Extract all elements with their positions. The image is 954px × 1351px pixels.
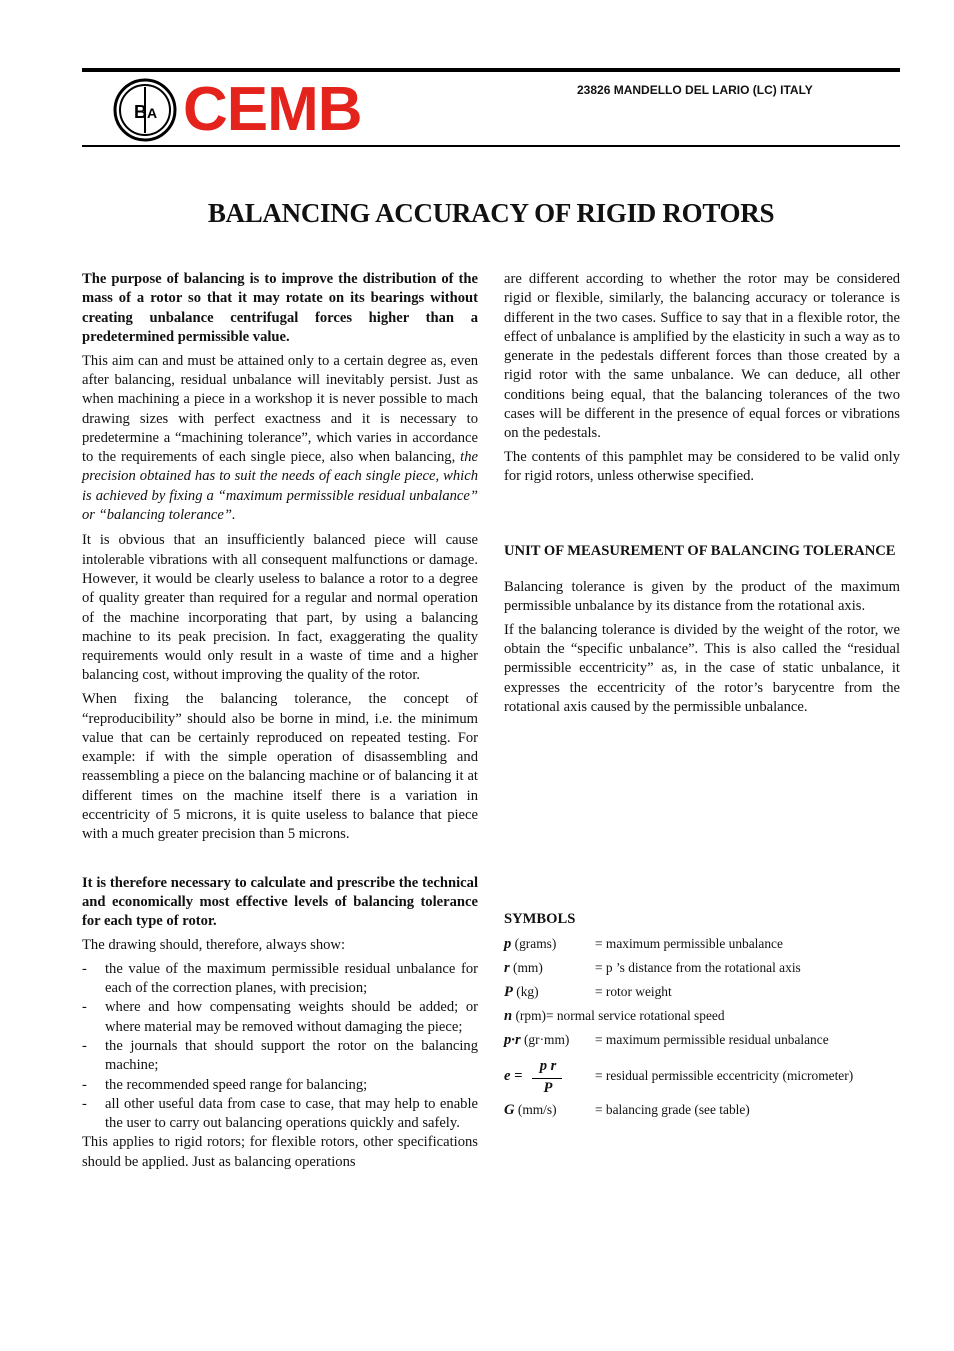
paragraph-necessity: It is therefore necessary to calculate and prescribe the technical and economically most effective levels of balancing tolerance for each type of rotor. — [82, 874, 478, 930]
symbol-row: G (mm/s) = balancing grade (see table) — [504, 1102, 750, 1118]
logo-emblem-icon — [113, 78, 177, 142]
paragraph-reproducibility: When fixing the balancing tolerance, the concept of “reproducibility” should also be borne in mind, i.e. the minimum value that can be certainly reproduced on repeated testing. For example: if with the simple operation of disassembling and reassembling a piece on the balancing machine or of balancing it at different times on the machine itself there is a variation in eccentricity of 5 microns, it is quite useless to balance that piece with a much greater precision than 5 microns. — [82, 691, 478, 843]
italic-emphasis: the precision obtained has to suit the needs of each single piece, which is achieved by fixing a “maximum permissible residual unbalance” or “balancing tolerance”. — [82, 449, 478, 524]
symbol-row: p·r (gr·mm) = maximum permissible residual unbalance — [504, 1032, 829, 1048]
paragraph-insufficient-balance: It is obvious that an insufficiently balanced piece will cause intolerable vibrations with all consequent malfunctions or damage. However, it would be clearly useless to balance a rotor to a degree of quality greater than required for a regular and normal operation of the machine incorporating that part, by using a balancing machine to its peak precision. In fact, exaggerating the quality requirements would only result in a waste of time and a higher balancing cost, without improving the quality of the rotor. — [82, 532, 478, 684]
paragraph-drawing-should-show: The drawing should, therefore, always show: — [82, 937, 346, 953]
left-column — [82, 270, 478, 1177]
symbols-section — [504, 911, 900, 1124]
paragraph-rigid-vs-flexible: are different according to whether the rotor may be considered rigid or flexible, similarly, the balancing accuracy or tolerance is different in the two cases. Suffice to say that in a flexible rotor, the effect of unbalance is amplified by the elasticity in such a way as to generate in the pedestals different forces than those created by a rigid rotor with the same unbalance. We can deduce, all other conditions being equal, that the balancing tolerances of the two cases will be different in the presence of equal forces or vibrations on the pedestals. — [504, 271, 900, 442]
logo-wordmark: CEMB — [183, 75, 362, 144]
list-item: - where and how compensating weights should be added; or where material may be removed without damaging the piece; — [82, 999, 478, 1035]
cemb-logo — [113, 75, 393, 144]
symbol-row: P (kg) = rotor weight — [504, 984, 672, 1000]
list-item: - the recommended speed range for balancing; — [82, 1076, 368, 1093]
list-item: - all other useful data from case to case, that may help to enable the user to carry out balancing operations quickly and safely. — [82, 1095, 478, 1132]
paragraph-rigid-rotors: This applies to rigid rotors; for flexible rotors, other specifications should be applied. Just as balancing operations — [82, 1134, 478, 1170]
drawing-requirements-list — [82, 960, 478, 1134]
paragraph-machining-tolerance: This aim can and must be attained only to a certain degree as, even after balancing, residual unbalance will inevitably persist. Just as when machining a piece in a workshop it is never possible to mach drawing sizes with perfect exactness and it is necessary to predetermine a “machining tolerance”, which varies in accordance to the requirements of each single piece, also when balancing, the precision obtained has to suit the needs of each single piece, which is achieved by fixing a “maximum permissible residual unbalance” or “balancing tolerance”. — [82, 352, 478, 524]
symbol-row: p (grams) = maximum permissible unbalance — [504, 936, 783, 952]
section-heading-unit-of-measurement: UNIT OF MEASUREMENT OF BALANCING TOLERANCE — [504, 542, 896, 559]
header-bottom-rule — [82, 145, 900, 147]
svg-text:A: A — [147, 105, 158, 121]
paragraph-tolerance-definition: Balancing tolerance is given by the product of the maximum permissible unbalance by its distance from the rotational axis. — [504, 578, 900, 615]
page-title: BALANCING ACCURACY OF RIGID ROTORS — [207, 198, 775, 228]
svg-text:B: B — [134, 102, 147, 122]
symbol-row: n (rpm)= normal service rotational speed — [504, 1008, 725, 1024]
paragraph-specific-unbalance: If the balancing tolerance is divided by the weight of the rotor, we obtain the “specific unbalance”. This is also called the “residual permissible eccentricity” as, in the case of static unbalance, it expresses the eccentricity of the rotor’s barycentre from the rotational axis caused by the permissible unbalance. — [504, 621, 900, 716]
header-top-rule — [82, 68, 900, 72]
intro-paragraph: The purpose of balancing is to improve the distribution of the mass of a rotor so that it may rotate on its bearings without creating unbalance centrifugal forces higher than a predetermined permissible value. — [82, 271, 478, 345]
company-address: 23826 MANDELLO DEL LARIO (LC) ITALY — [577, 83, 813, 97]
list-item: - the journals that should support the rotor on the balancing machine; — [82, 1037, 478, 1074]
list-item: - the value of the maximum permissible residual unbalance for each of the correction planes, with precision; — [82, 960, 478, 997]
symbol-row: r (mm) = p ’s distance from the rotational axis — [504, 960, 801, 976]
symbols-heading: SYMBOLS — [504, 911, 576, 927]
eccentricity-formula-row: e = p r P = residual permissible eccentricity (micrometer) — [504, 1058, 854, 1096]
right-column — [504, 270, 900, 722]
paragraph-validity: The contents of this pamphlet may be considered to be valid only for rigid rotors, unless otherwise specified. — [504, 449, 900, 485]
